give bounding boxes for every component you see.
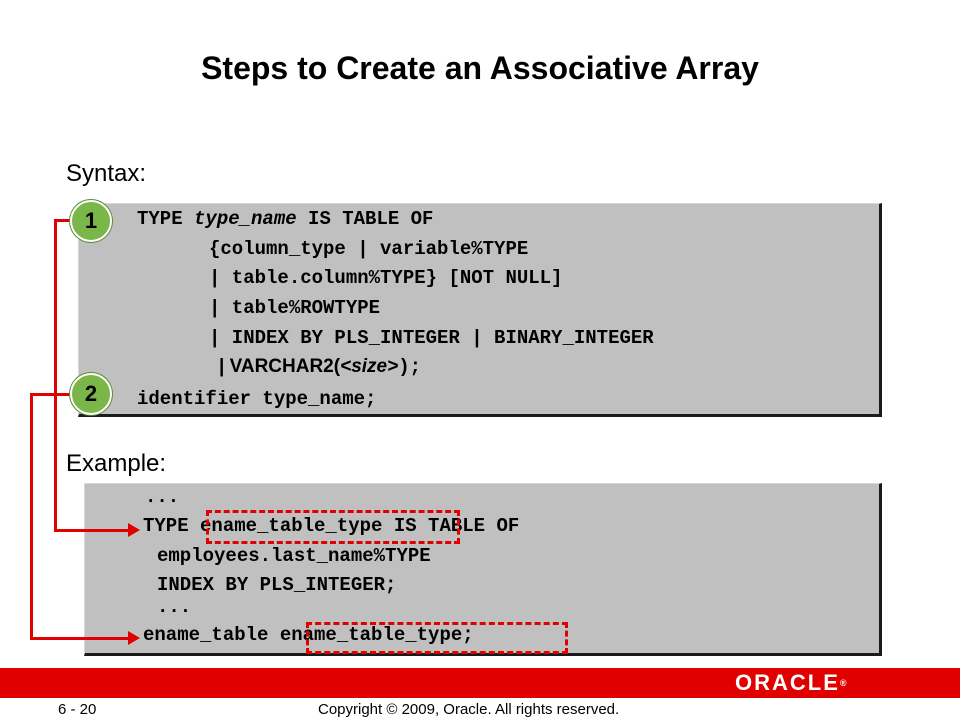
connector-2-arrowhead: [128, 631, 140, 645]
example-label: Example:: [66, 450, 167, 477]
syntax-line-1: TYPE type_name IS TABLE OF: [137, 208, 434, 230]
step-1-badge: 1: [70, 200, 112, 242]
page-number: 6 - 20: [58, 701, 97, 718]
highlight-identifier-type: [306, 622, 568, 654]
syntax-line-7: identifier type_name;: [137, 388, 377, 410]
connector-2-vertical: [30, 393, 33, 640]
example-line-3: employees.last_name%TYPE: [157, 545, 431, 567]
example-line-5: ...: [157, 596, 192, 618]
syntax-line-4: | table%ROWTYPE: [209, 297, 381, 319]
highlight-type-name: [206, 510, 460, 544]
syntax-line-3: | table.column%TYPE} [NOT NULL]: [209, 267, 563, 289]
syntax-line-2: {column_type | variable%TYPE: [209, 238, 529, 260]
syntax-code-box: [78, 203, 882, 417]
connector-1-vertical: [54, 219, 57, 532]
example-line-6: ename_table ename_table_type;: [143, 624, 474, 646]
connector-2-bottom: [30, 637, 130, 640]
slide-title: Steps to Create an Associative Array: [201, 50, 759, 86]
example-line-2: TYPE ename_table_type IS TABLE OF: [143, 515, 520, 537]
syntax-line-6: | VARCHAR2(<size>);: [219, 356, 422, 378]
copyright-text: Copyright © 2009, Oracle. All rights reserved.: [318, 701, 620, 718]
example-line-1: ...: [145, 486, 180, 508]
syntax-line-5: | INDEX BY PLS_INTEGER | BINARY_INTEGER: [209, 327, 654, 349]
step-2-badge: 2: [70, 373, 112, 415]
syntax-label: Syntax:: [66, 160, 147, 187]
example-line-4: INDEX BY PLS_INTEGER;: [157, 574, 397, 596]
oracle-logo: ORACLE®: [735, 670, 847, 695]
connector-1-arrowhead: [128, 523, 140, 537]
connector-1-bottom: [54, 529, 130, 532]
